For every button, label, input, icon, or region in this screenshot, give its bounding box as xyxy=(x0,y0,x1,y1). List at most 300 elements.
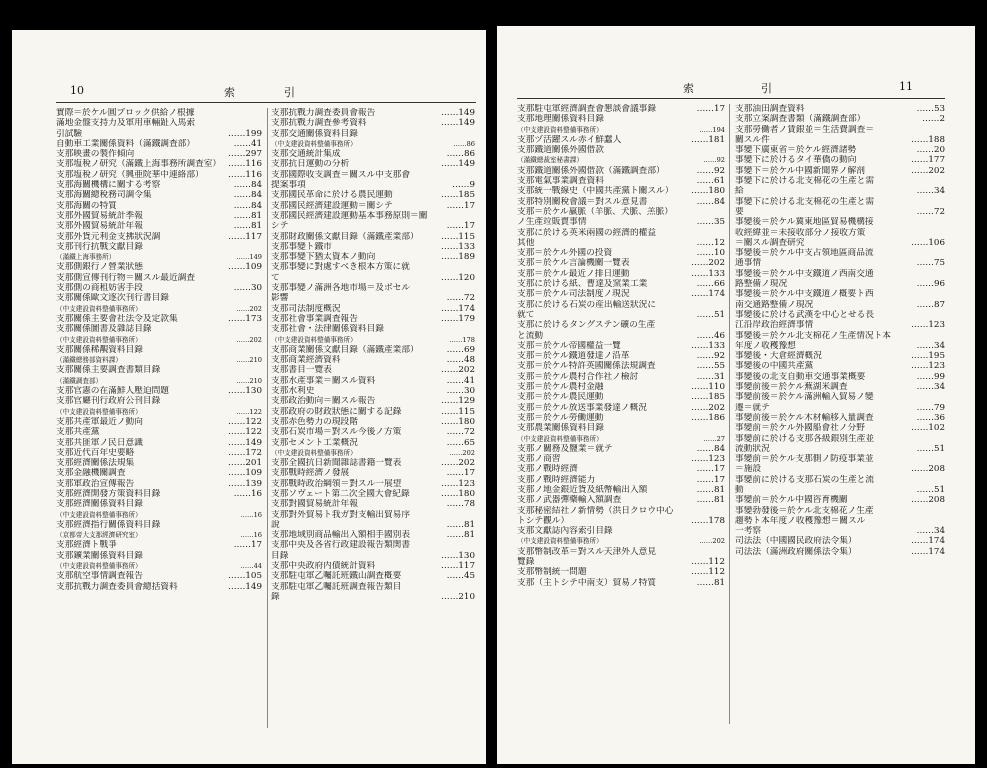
index-entry xyxy=(517,547,725,557)
entry-title: 事變下＝於ケル中國新聞界ノ解剖 xyxy=(735,165,865,176)
header-rule xyxy=(56,102,476,103)
index-entry xyxy=(517,300,725,310)
entry-page: ……102 xyxy=(911,423,945,434)
index-entry xyxy=(271,571,475,581)
entry-page: ……174 xyxy=(911,536,945,547)
entry-title: 支那＝於ケル羸脈（羊脈、犬脈、羔脈） xyxy=(517,206,673,217)
index-entry xyxy=(735,506,945,516)
index-entry xyxy=(517,485,725,495)
entry-page: ……297 xyxy=(228,149,262,160)
entry-page: ……149 xyxy=(236,253,262,262)
index-entry xyxy=(56,118,262,128)
entry-title: 支那地理關係資料目錄 xyxy=(517,114,604,125)
entry-page: ……202 xyxy=(691,402,725,413)
entry-title: 目錄 xyxy=(271,550,289,561)
entry-page: ……12 xyxy=(696,237,725,248)
header-rule xyxy=(517,98,945,99)
index-entry xyxy=(271,180,475,190)
index-entry xyxy=(271,479,475,489)
index-entry xyxy=(271,314,475,324)
entry-title: 支那に於ける英米兩國の經濟的權益 xyxy=(517,227,656,238)
entry-title: 支那國民經濟建設運動＝關シテ xyxy=(271,200,393,211)
index-entry xyxy=(271,221,475,231)
entry-page: ……106 xyxy=(911,237,945,248)
index-entry xyxy=(271,510,475,520)
index-entry xyxy=(517,361,725,371)
index-entry xyxy=(271,540,475,550)
entry-page: ……30 xyxy=(233,283,262,294)
index-entry xyxy=(517,351,725,361)
entry-title: 支那海關機構に關する考察 xyxy=(56,180,161,191)
index-entry xyxy=(271,190,475,200)
entry-page: ……109 xyxy=(228,468,262,479)
entry-title: 事變後の中國共產黨 xyxy=(735,361,814,372)
entry-page: ……210 xyxy=(441,591,475,602)
entry-title: 事變後に於ける武漢を中心とせる長 xyxy=(735,309,874,320)
index-entry xyxy=(735,197,945,207)
entry-title: 支那外貨元利金支拂狀況調 xyxy=(56,231,161,242)
entry-title: 滿地金盤支持力及軍用車輛趾入馬索 xyxy=(56,118,195,129)
index-entry xyxy=(735,372,945,382)
index-entry xyxy=(735,485,945,495)
entry-page: ……20 xyxy=(916,145,945,156)
entry-page: ……84 xyxy=(233,200,262,211)
entry-title: 遷＝就テ xyxy=(735,402,770,413)
entry-title: 支那＝於ケル鐵道發達ノ沿革 xyxy=(517,351,630,362)
index-entry xyxy=(517,125,725,135)
index-entry xyxy=(56,479,262,489)
index-entry xyxy=(271,530,475,540)
entry-title: 事變勃發後＝於ケル北支棉花ノ生產 xyxy=(735,505,874,516)
entry-page: ……188 xyxy=(911,134,945,145)
entry-page: ……41 xyxy=(446,375,475,386)
entry-title: 支那關係主要會社法令及定款集 xyxy=(56,313,178,324)
entry-page: ……86 xyxy=(453,139,475,148)
entry-page: ……36 xyxy=(916,412,945,423)
entry-title: 支那水產事業＝關スル資料 xyxy=(271,375,376,386)
index-entry xyxy=(735,269,945,279)
entry-page: ……133 xyxy=(441,241,475,252)
index-entry xyxy=(56,221,262,231)
entry-page: ……178 xyxy=(691,515,725,526)
index-entry xyxy=(271,304,475,314)
entry-page: ……55 xyxy=(696,361,725,372)
entry-page: ……202 xyxy=(236,304,262,313)
entry-title: 支那ノ戰時經濟能力 xyxy=(517,474,596,485)
entry-title: 支那書目一覽表 xyxy=(271,365,332,376)
index-entry xyxy=(735,382,945,392)
entry-page: ……202 xyxy=(699,537,725,546)
entry-page: ……51 xyxy=(916,443,945,454)
index-entry xyxy=(517,464,725,474)
entry-page: ……123 xyxy=(911,361,945,372)
index-entry xyxy=(517,279,725,289)
entry-page: ……81 xyxy=(446,530,475,541)
entry-title: 事變前後＝於ケル滿洲輸入貿易ノ變 xyxy=(735,392,874,403)
index-entry xyxy=(56,201,262,211)
entry-page: ……129 xyxy=(441,396,475,407)
entry-page: ……195 xyxy=(911,351,945,362)
entry-title: 事變前＝於ケル支那側ノ防疫事業並 xyxy=(735,454,874,465)
entry-page: ……201 xyxy=(228,458,262,469)
entry-page: ……81 xyxy=(446,519,475,530)
entry-page: ……17 xyxy=(696,474,725,485)
entry-title: （中支建設資料整備事務所） xyxy=(56,562,142,571)
entry-title: 支那官憲の在滿鮮人壓迫問題 xyxy=(56,386,169,397)
entry-title: 事變後の北支自動車交通事業概要 xyxy=(735,371,866,382)
entry-title: 支那社會事業調査報告 xyxy=(271,313,358,324)
entry-title: 支那赤色勢力の現段階 xyxy=(271,416,358,427)
index-column xyxy=(56,108,262,592)
index-entry xyxy=(56,304,262,314)
index-entry xyxy=(517,135,725,145)
entry-title: 支那事變に對處すべき根本方策に就 xyxy=(271,262,410,273)
entry-page: ……123 xyxy=(691,454,725,465)
entry-page: ……72 xyxy=(446,427,475,438)
index-entry xyxy=(271,293,475,303)
entry-title: 支那抗戰力調査委員會報告 xyxy=(271,108,376,118)
index-entry xyxy=(56,273,262,283)
entry-page: ……202 xyxy=(441,458,475,469)
entry-page: ……149 xyxy=(441,159,475,170)
index-entry xyxy=(271,252,475,262)
entry-page: ……179 xyxy=(441,313,475,324)
entry-title: 支那戰時經濟ノ發展 xyxy=(271,468,350,479)
index-entry xyxy=(56,293,262,303)
entry-page: ……84 xyxy=(696,443,725,454)
index-entry xyxy=(56,386,262,396)
entry-title: （滿鐵總裁室秘書課） xyxy=(517,156,583,165)
index-entry xyxy=(735,351,945,361)
entry-title: （滿鐵上海事務所） xyxy=(56,253,116,262)
entry-page: ……115 xyxy=(441,231,475,242)
entry-title: 支那ノ武器彈藥輸入額調査 xyxy=(517,495,622,506)
entry-page: ……72 xyxy=(446,293,475,304)
index-entry xyxy=(56,417,262,427)
entry-title: 支那政治動向＝關スル報告 xyxy=(271,396,376,407)
entry-page: ……48 xyxy=(446,355,475,366)
index-entry xyxy=(517,341,725,351)
index-entry xyxy=(517,238,725,248)
entry-page: ……61 xyxy=(696,176,725,187)
entry-title: 支那商業經濟資料 xyxy=(271,355,341,366)
index-entry xyxy=(56,448,262,458)
entry-page: ……116 xyxy=(228,159,262,170)
entry-title: 動 xyxy=(735,484,744,495)
entry-page: ……180 xyxy=(441,488,475,499)
index-entry xyxy=(271,386,475,396)
index-entry xyxy=(735,454,945,464)
entry-title: 支那社會・法律關係資料目錄 xyxy=(271,324,384,335)
header-char-left: 索 xyxy=(224,86,235,99)
entry-title: （中支建設資料整備事務所） xyxy=(517,434,603,443)
entry-title: 支那航空事情調査報告 xyxy=(56,571,143,582)
entry-title: 支那鐵道關係外國借款（滿鐵調査部） xyxy=(517,165,665,176)
index-entry xyxy=(735,341,945,351)
entry-title: 支那經濟關係資料目錄 xyxy=(56,499,143,510)
index-entry xyxy=(56,180,262,190)
index-entry xyxy=(517,310,725,320)
index-entry xyxy=(517,248,725,258)
index-entry xyxy=(271,499,475,509)
entry-title: 支那鑛業關係資料目錄 xyxy=(56,550,143,561)
index-entry xyxy=(735,207,945,217)
entry-title: 支那側の商租妨害手段 xyxy=(56,283,143,294)
column-divider xyxy=(267,108,268,728)
index-entry xyxy=(271,489,475,499)
entry-title: 支那＝於ケル最近ノ排日運動 xyxy=(517,268,630,279)
index-entry xyxy=(271,283,475,293)
header-char-left: 索 xyxy=(683,82,694,95)
index-entry xyxy=(735,228,945,238)
entry-title: て xyxy=(271,272,280,283)
entry-title: 引試驗 xyxy=(56,128,83,139)
entry-title: 南交通路整備ノ現况 xyxy=(735,299,814,310)
index-entry xyxy=(517,403,725,413)
entry-page: ……202 xyxy=(691,258,725,269)
entry-page: ……110 xyxy=(691,382,725,393)
entry-page: ……130 xyxy=(228,386,262,397)
entry-title: シテ xyxy=(271,221,289,232)
index-column xyxy=(271,108,475,602)
entry-page: ……34 xyxy=(916,382,945,393)
index-entry xyxy=(735,547,945,557)
entry-page: ……41 xyxy=(233,138,262,149)
index-entry xyxy=(56,458,262,468)
entry-page: ……133 xyxy=(691,268,725,279)
entry-page: ……10 xyxy=(696,248,725,259)
index-entry xyxy=(271,149,475,159)
entry-title: 支那刊行抗戰文獻目錄 xyxy=(56,241,143,252)
entry-title: 支那立案調査書類（滿鐵調査部） xyxy=(735,114,866,125)
entry-title: 路整備ノ現况 xyxy=(735,279,788,290)
entry-page: ……202 xyxy=(441,365,475,376)
entry-page: ……78 xyxy=(446,499,475,510)
entry-page: ……194 xyxy=(699,125,725,134)
index-entry xyxy=(271,407,475,417)
entry-title: 支那財政關係文獻目錄（滿鐵產業部） xyxy=(271,231,419,242)
entry-page: ……186 xyxy=(691,412,725,423)
entry-title: 支那に於けるタングステン礦の生產 xyxy=(517,320,656,331)
entry-page: ……17 xyxy=(446,221,475,232)
index-entry xyxy=(56,365,262,375)
entry-title: 年度ノ收穫豫想 xyxy=(735,340,796,351)
entry-page: ……53 xyxy=(916,104,945,114)
index-entry xyxy=(517,434,725,444)
entry-page: ……2 xyxy=(922,114,945,125)
index-entry xyxy=(735,125,945,135)
index-entry xyxy=(56,582,262,592)
index-entry xyxy=(517,104,725,114)
index-entry xyxy=(271,211,475,221)
entry-title: （中支建設資料整備事務所） xyxy=(56,510,142,519)
index-column xyxy=(735,104,945,557)
index-entry xyxy=(56,242,262,252)
entry-title: と流動 xyxy=(517,330,544,341)
entry-title: 其他 xyxy=(517,237,535,248)
entry-title: 支那に於ける石炭の産出輸送狀況に xyxy=(517,299,656,310)
index-entry xyxy=(735,413,945,423)
index-entry xyxy=(271,438,475,448)
index-entry xyxy=(517,331,725,341)
entry-page: ……44 xyxy=(240,562,262,571)
entry-page: ……149 xyxy=(228,437,262,448)
index-entry xyxy=(56,283,262,293)
index-entry xyxy=(271,108,475,118)
entry-page: ……109 xyxy=(228,262,262,273)
index-entry xyxy=(271,273,475,283)
header-char-right: 引 xyxy=(284,86,295,99)
index-entry xyxy=(517,372,725,382)
entry-title: 支那政府の財政狀態に關する記錄 xyxy=(271,406,402,417)
entry-page: ……185 xyxy=(691,392,725,403)
index-entry xyxy=(56,551,262,561)
index-entry xyxy=(517,423,725,433)
entry-page: ……16 xyxy=(240,510,262,519)
entry-title: 支那＝於ケル特許英國關係法規調査 xyxy=(517,361,656,372)
entry-title: 支那經濟ト戰爭 xyxy=(56,540,117,551)
entry-page: ……99 xyxy=(916,371,945,382)
index-entry xyxy=(735,516,945,526)
index-entry xyxy=(517,258,725,268)
index-entry xyxy=(517,475,725,485)
entry-title: （中支建設資料整備事務所） xyxy=(56,335,142,344)
index-entry xyxy=(735,331,945,341)
entry-title: 收經緯並＝未接收部分ノ接收方策 xyxy=(735,227,866,238)
entry-page: ……133 xyxy=(691,340,725,351)
entry-page: ……202 xyxy=(911,165,945,176)
index-entry xyxy=(56,262,262,272)
entry-page: ……34 xyxy=(916,340,945,351)
entry-title: 支那駐屯軍乙囑託班鐵山調査槪要 xyxy=(271,571,402,582)
entry-title: 支那地域別商品輸出入額相手國別表 xyxy=(271,530,410,541)
entry-page: ……177 xyxy=(911,155,945,166)
entry-page: ……17 xyxy=(696,104,725,114)
entry-title: 支那電氣事業調査資料 xyxy=(517,176,604,187)
index-entry xyxy=(517,207,725,217)
index-entry xyxy=(56,510,262,520)
entry-page: ……130 xyxy=(441,550,475,561)
index-entry xyxy=(735,217,945,227)
index-entry xyxy=(735,392,945,402)
entry-title: 支那經濟指行關係資料目錄 xyxy=(56,519,161,530)
entry-page: ……123 xyxy=(441,478,475,489)
index-entry xyxy=(271,232,475,242)
entry-title: 支那勞働者ノ賃銀並＝生活費調査＝ xyxy=(735,124,874,135)
index-entry xyxy=(517,155,725,165)
entry-title: （中支建設資料整備事務所） xyxy=(56,304,142,313)
index-entry xyxy=(271,376,475,386)
entry-title: 支那鐵道關係外國借款 xyxy=(517,145,604,156)
index-column xyxy=(517,104,725,588)
entry-title: 支那ノ商習 xyxy=(517,454,561,465)
entry-title: 支那關係稀覯資料目錄 xyxy=(56,344,143,355)
entry-page: ……81 xyxy=(696,484,725,495)
entry-page: ……117 xyxy=(441,561,475,572)
entry-title: 支那交通統計集成 xyxy=(271,149,341,160)
index-entry xyxy=(517,392,725,402)
entry-title: 事變後＝於ケル冀東地區貿易機構接 xyxy=(735,217,874,228)
index-entry xyxy=(517,578,725,588)
entry-title: 支那ヅ活躍スル赤イ鮮蠢人 xyxy=(517,134,622,145)
entry-title: 支那事變下猶太資本ノ動向 xyxy=(271,252,376,263)
entry-title: 一考察 xyxy=(735,526,762,537)
entry-title: 支那近代百年史要略 xyxy=(56,447,135,458)
index-entry xyxy=(56,108,262,118)
right-page xyxy=(497,26,975,764)
entry-page: ……208 xyxy=(911,495,945,506)
index-entry xyxy=(735,186,945,196)
entry-title: ノ生產竝販賣事情 xyxy=(517,217,587,228)
entry-page: ……210 xyxy=(236,376,262,385)
entry-page: ……51 xyxy=(696,309,725,320)
index-entry xyxy=(517,145,725,155)
entry-title: 支那側宣傳刊行物＝關スル最近調査 xyxy=(56,272,195,283)
entry-title: 事變後＝於ケル中支占領地區商品流 xyxy=(735,248,874,259)
entry-title: 支那（主トシテ中南支）貿易ノ特質 xyxy=(517,577,656,588)
index-entry xyxy=(271,365,475,375)
page-number: 11 xyxy=(899,80,913,93)
index-entry xyxy=(56,211,262,221)
entry-page: ……79 xyxy=(916,402,945,413)
index-entry xyxy=(56,335,262,345)
index-entry xyxy=(735,248,945,258)
entry-page: ……208 xyxy=(911,464,945,475)
index-entry xyxy=(271,561,475,571)
entry-title: 流動狀況 xyxy=(735,443,770,454)
entry-title: 事變前に於ける支那石炭の生產と流 xyxy=(735,474,874,485)
index-entry xyxy=(56,520,262,530)
entry-title: 給 xyxy=(735,186,744,197)
entry-title: （滿鐵調査部） xyxy=(56,376,103,385)
entry-title: 支那軍政治宣傳報告 xyxy=(56,478,135,489)
entry-title: 趨勢ト本年度ノ收穫豫想＝關スル xyxy=(735,515,866,526)
index-entry xyxy=(517,506,725,516)
index-entry xyxy=(271,582,475,592)
index-entry xyxy=(271,520,475,530)
entry-title: 支那駐屯軍乙囑託班調査報告類目 xyxy=(271,581,402,592)
entry-title: 支那海關總稅務司調令集 xyxy=(56,190,152,201)
entry-title: （滿鐵總務部資料課） xyxy=(56,356,122,365)
entry-title: 支那ノ地金銀近貨及紙幣輸出入額 xyxy=(517,484,648,495)
entry-page: ……122 xyxy=(228,427,262,438)
entry-title: 關スル件 xyxy=(735,134,770,145)
entry-title: 覽錄 xyxy=(517,557,535,568)
index-entry xyxy=(271,468,475,478)
entry-title: ＝施設 xyxy=(735,464,762,475)
entry-title: 支那全國抗日新聞雜誌書籍一覽表 xyxy=(271,458,402,469)
entry-page: ……122 xyxy=(228,416,262,427)
entry-page: ……122 xyxy=(236,407,262,416)
entry-title: 支那經濟關係法規集 xyxy=(56,458,135,469)
entry-page: ……185 xyxy=(441,190,475,201)
entry-page: ……17 xyxy=(233,540,262,551)
entry-title: 支那＝於ケル農民運動 xyxy=(517,392,604,403)
entry-title: ＝關スル調査研究 xyxy=(735,237,805,248)
index-entry xyxy=(271,458,475,468)
index-entry xyxy=(271,139,475,149)
entry-title: （中支建設資料整備事務所） xyxy=(271,448,357,457)
index-entry xyxy=(517,217,725,227)
entry-title: 事變前＝於ケル中國咨育機關 xyxy=(735,495,848,506)
entry-title: 事變後＝於ケル中支鐵道ノ槪要ト西 xyxy=(735,289,874,300)
entry-title: 事變後＝於ケル中支鐵道ノ西南交通 xyxy=(735,268,874,279)
index-entry xyxy=(735,135,945,145)
entry-page: ……112 xyxy=(691,557,725,568)
entry-page: ……30 xyxy=(446,386,475,397)
entry-page: ……31 xyxy=(696,371,725,382)
entry-page: ……84 xyxy=(233,190,262,201)
